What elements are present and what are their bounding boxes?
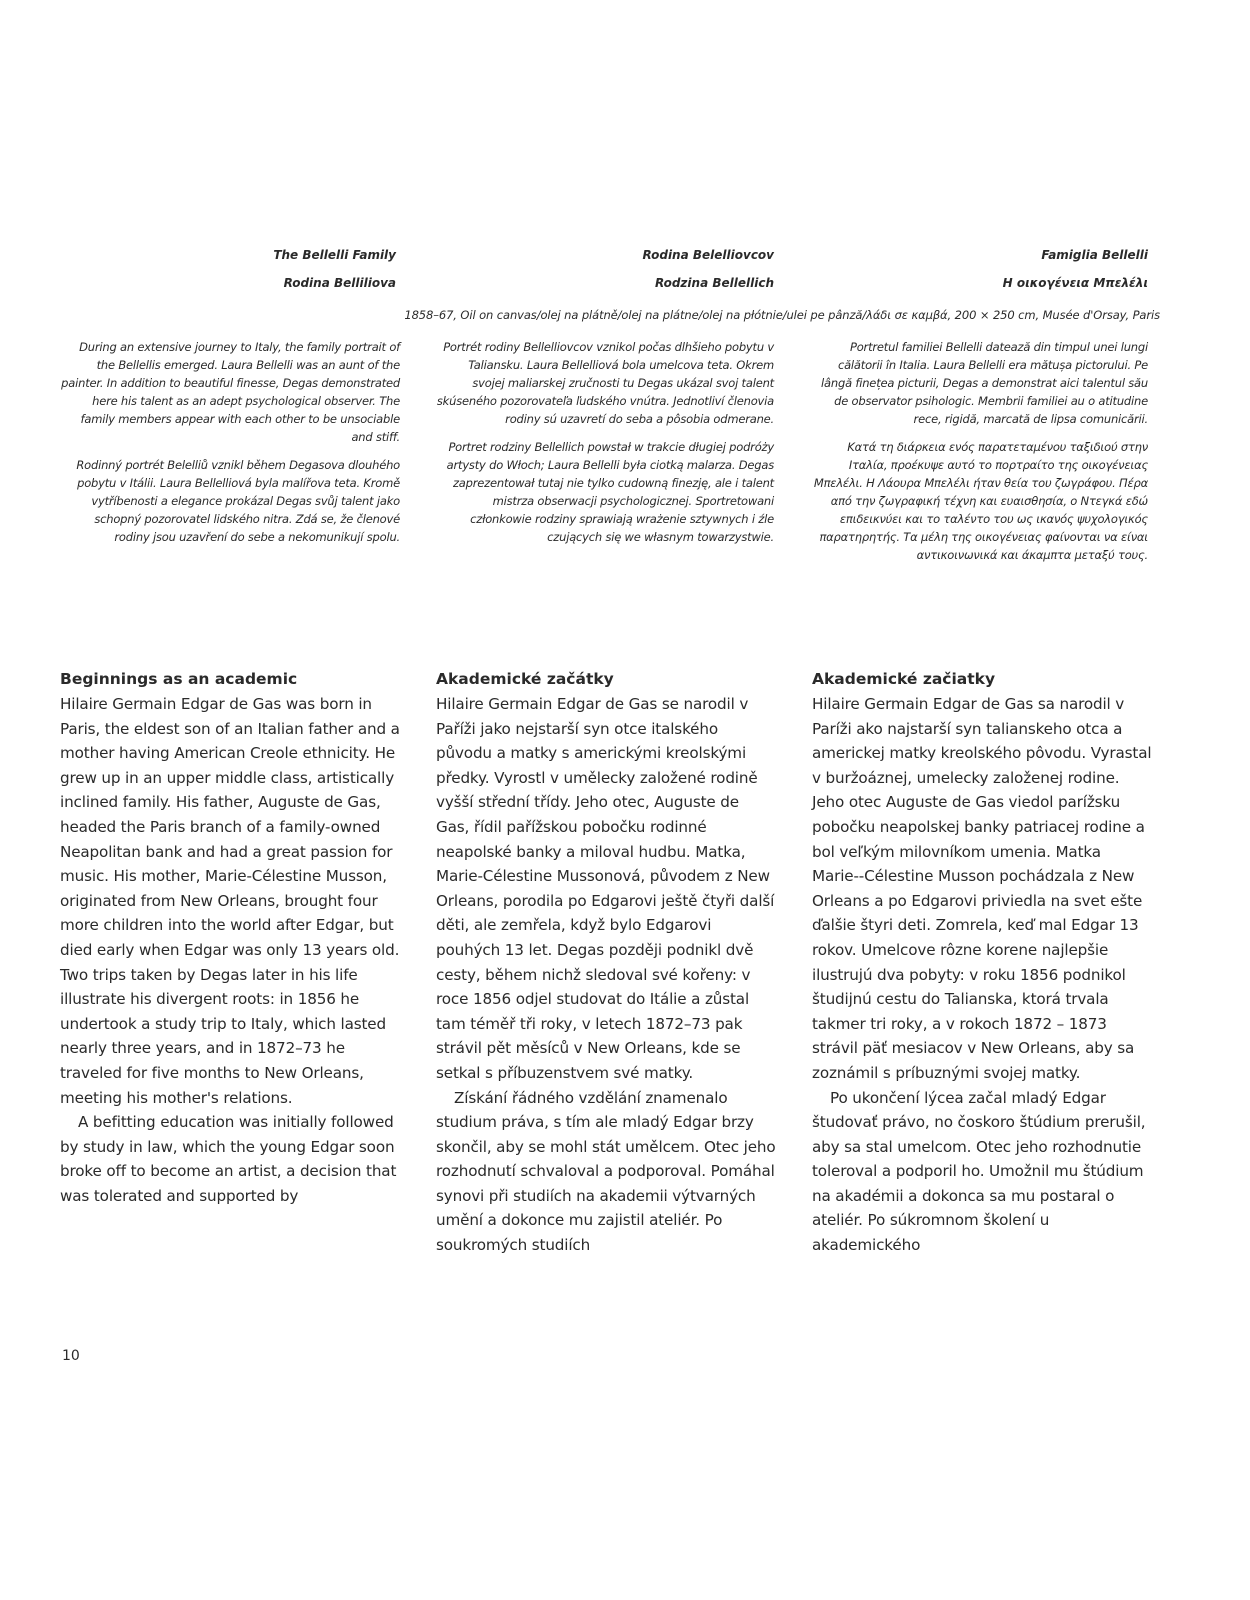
section-heading: Akademické začiatky [812, 670, 996, 688]
body-paragraph: Získání řádného vzdělání znamenalo studium práva, s tím ale mladý Edgar brzy skončil, aby se mohl stát umělcem. Otec jeho rozhodnutí schvaloval a podporoval. Pomáhal synovi při studiích na akademii výtvarných umění a dokonce mu zajistil ateliér. Po soukromých studiích [436, 1088, 776, 1255]
caption-column-1 [60, 338, 400, 556]
page-number: 10 [62, 1348, 80, 1364]
caption-paragraph: Portret rodziny Bellellich powstał w trakcie długiej podróży artysty do Włoch; Laura Bellelli była ciotką malarza. Degas zaprezentował tutaj nie tylko cudowną finezję, ale i talent mistrza obserwacji psychologicznej. Sportretowani członkowie rodziny sprawiają wrażenie sztywnych i źle czujących się we własnym towarzystwie. [446, 440, 774, 544]
body-paragraph: Po ukončení lýcea začal mladý Edgar študovať právo, no čoskoro štúdium prerušil, aby sa stal umelcom. Otec jeho rozhodnutie toleroval a podporil ho. Umožnil mu štúdium na akadémii a dokonca sa mu postaral o ateliér. Po súkromnom školení u akademického [812, 1088, 1146, 1255]
body-column-sk [812, 668, 1152, 1258]
body-column-en [60, 668, 400, 1208]
caption-title-el: Η οικογένεια Μπελέλι [1002, 276, 1148, 290]
caption-column-3 [808, 338, 1148, 574]
caption-paragraph: Portrét rodiny Bellelliovcov vznikol počas dlhšieho pobytu v Taliansku. Laura Bellelliová bola umelcova teta. Okrem svojej maliarskej zručnosti tu Degas ukázal svoj talent skúseného pozorovateľa ľudského vnútra. Jednotliví členovia rodiny sú uzavretí do seba a pôsobia odmerane. [436, 340, 774, 426]
caption-paragraph: During an extensive journey to Italy, the family portrait of the Bellellis emerged. Laura Bellelli was an aunt of the painter. In addition to beautiful finesse, Degas demonstrated here his talent as an adept psychological observer. The family members appear with each other to be unsociable and stiff. [61, 340, 400, 444]
section-heading: Beginnings as an academic [60, 670, 298, 688]
body-column-cs [436, 668, 776, 1258]
body-paragraph: A befitting education was initially followed by study in law, which the young Edgar soon broke off to become an artist, a decision that was tolerated and supported by [60, 1113, 397, 1205]
caption-titles [60, 248, 1160, 298]
caption-title-en: The Bellelli Family [273, 248, 396, 262]
caption-title-it: Famiglia Bellelli [1041, 248, 1148, 262]
artwork-credit-line: 1858–67, Oil on canvas/olej na plátně/olej na plátne/olej na płótnie/ulei pe pânză/λάδι σε καμβά, 200 × 250 cm, Musée d'Orsay, Paris [404, 308, 1160, 322]
caption-paragraph: Κατά τη διάρκεια ενός παρατεταμένου ταξιδιού στην Ιταλία, προέκυψε αυτό το πορτραίτο της οικογένειας Μπελέλι. Η Λάουρα Μπελέλι ήταν θεία του ζωγράφου. Πέρα από την ζωγραφική τέχνη και ευαισθησία, ο Ντεγκά εδώ επιδεικνύει και το ταλέντο του ως ικανός ψυχολογικός παρατηρητής. Τα μέλη της οικογένειας φαίνονται να είναι αντικοινωνικά και άκαμπτα μεταξύ τους. [813, 440, 1148, 562]
body-paragraph: Hilaire Germain Edgar de Gas sa narodil v Paríži ako najstarší syn talianskeho otca a americkej matky kreolského pôvodu. Vyrastal v buržoáznej, umelecky založenej rodine. Jeho otec Auguste de Gas viedol parížsku pobočku neapolskej banky patriacej rodine a bol veľkým milovníkom umenia. Matka Marie--Célestine Musson pochádzala z New Orleans a po Edgarovi priviedla na svet ešte ďalšie štyri deti. Zomrela, keď mal Edgar 13 rokov. Umelcove rôzne korene najlepšie ilustrujú dva pobyty: v roku 1856 podnikol študijnú cestu do Talianska, ktorá trvala takmer tri roky, a v rokoch 1872 – 1873 strávil päť mesiacov v New Orleans, aby sa zoznámil s príbuznými svojej matky. [812, 695, 1152, 1082]
caption-title-pl: Rodzina Bellellich [654, 276, 774, 290]
caption-paragraph: Rodinný portrét Belelliů vznikl během Degasova dlouhého pobytu v Itálii. Laura Bellelliová byla malířova teta. Kromě vytříbenosti a elegance prokázal Degas svůj talent jako schopný pozorovatel lidského nitra. Zdá se, že členové rodiny jsou uzavření do sebe a nekomunikují spolu. [76, 458, 400, 544]
section-heading: Akademické začátky [436, 670, 614, 688]
caption-title-sk: Rodina Belelliovcov [642, 248, 774, 262]
caption-column-2 [434, 338, 774, 556]
body-paragraph: Hilaire Germain Edgar de Gas se narodil v Paříži jako nejstarší syn otce italského původu a matky s americkými kreolskými předky. Vyrostl v umělecky založené rodině vyšší střední třídy. Jeho otec, Auguste de Gas, řídil pařížskou pobočku rodinné neapolské banky a miloval hudbu. Matka, Marie-Célestine Mussonová, původem z New Orleans, porodila po Edgarovi ještě čtyři další děti, ale zemřela, když bylo Edgarovi pouhých 13 let. Degas později podnikl dvě cesty, během nichž sledoval své kořeny: v roce 1856 odjel studovat do Itálie a zůstal tam téměř tři roky, v letech 1872–73 pak strávil pět měsíců v New Orleans, kde se setkal s příbuzenstvem své matky. [436, 695, 775, 1082]
caption-title-cs: Rodina Belliliova [283, 276, 396, 290]
body-paragraph: Hilaire Germain Edgar de Gas was born in Paris, the eldest son of an Italian father and a mother having American Creole ethnicity. He grew up in an upper middle class, artistically inclined family. His father, Auguste de Gas, headed the Paris branch of a family-owned Neapolitan bank and had a great passion for music. His mother, Marie-Célestine Musson, originated from New Orleans, brought four more children into the world after Edgar, but died early when Edgar was only 13 years old. Two trips taken by Degas later in his life illustrate his divergent roots: in 1856 he undertook a study trip to Italy, which lasted nearly three years, and in 1872–73 he traveled for five months to New Orleans, meeting his mother's relations. [60, 695, 400, 1107]
caption-paragraph: Portretul familiei Bellelli datează din timpul unei lungi călătorii în Italia. Laura Bellelli era mătușa pictorului. Pe lângă finețea picturii, Degas a demonstrat aici talentul său de observator psihologic. Membrii familiei au o atitudine rece, rigidă, marcată de lipsa comunicării. [821, 340, 1148, 426]
